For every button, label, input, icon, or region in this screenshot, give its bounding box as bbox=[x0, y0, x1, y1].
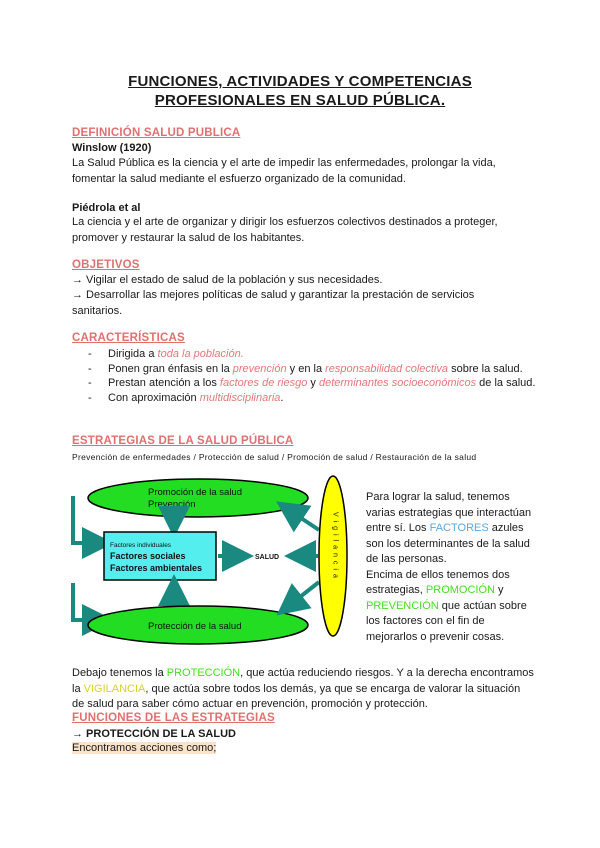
vigilancia-highlight: VIGILANCIA bbox=[83, 682, 146, 695]
estrategias-heading: ESTRATEGIAS DE LA SALUD PÚBLICA bbox=[72, 435, 294, 447]
objetivo-1: → Vigilar el estado de salud de la población y sus necesidades. bbox=[72, 274, 383, 286]
objetivos-heading: OBJETIVOS bbox=[72, 259, 140, 271]
list-item: - Ponen gran énfasis en la prevención y en la responsabilidad colectiva sobre la salud. bbox=[88, 362, 523, 375]
debajo-paragraph: Debajo tenemos la PROTECCIÓN, que actúa reduciendo riesgos. Y a la derecha encontramos la VIGILANCIA, que actúa sobre todos los demás, ya que se encarga de valorar la situación de salud para saber cómo actuar en prevención, promoción y protección. bbox=[72, 667, 534, 710]
caracteristicas-heading: CARACTERÍSTICAS bbox=[72, 332, 185, 344]
definition-winslow: La Salud Pública es la ciencia y el arte de impedir las enfermedades, prolongar la vida, fomentar la salud mediante el esfuerzo organizado de la comunidad. bbox=[72, 157, 496, 185]
title-line-2: PROFESIONALES EN SALUD PÚBLICA. bbox=[154, 92, 446, 109]
salud-label: SALUD bbox=[255, 554, 280, 561]
factores-sociales-label: Factores sociales bbox=[110, 551, 186, 561]
factores-highlight: FACTORES bbox=[429, 522, 489, 534]
connector-bottom-left bbox=[73, 583, 102, 620]
definicion-heading: DEFINICIÓN SALUD PUBLICA bbox=[72, 127, 241, 139]
funciones-heading: FUNCIONES DE LAS ESTRATEGIAS bbox=[72, 712, 275, 724]
proteccion-label: Protección de la salud bbox=[148, 621, 242, 632]
arrow-vigilancia-promocion bbox=[286, 508, 319, 530]
title-line-1: FUNCIONES, ACTIVIDADES Y COMPETENCIAS bbox=[128, 73, 472, 90]
author-winslow: Winslow (1920) bbox=[72, 142, 152, 154]
list-item: - Dirigida a toda la población. bbox=[88, 348, 244, 360]
prevencion-label: Prevención bbox=[148, 499, 196, 510]
promocion-highlight: PROMOCIÓN bbox=[425, 584, 495, 596]
proteccion-highlight: PROTECCIÓN bbox=[166, 667, 241, 679]
factores-individuales-label: Factores individuales bbox=[110, 542, 172, 549]
list-item: - Prestan atención a los factores de riesgo y determinantes socioeconómicos de la salud. bbox=[88, 377, 536, 389]
caracteristicas-list bbox=[88, 347, 538, 405]
proteccion-subheading: → PROTECCIÓN DE LA SALUD bbox=[72, 728, 236, 740]
estrategias-subtitle: Prevención de enfermedades / Protección de salud / Promoción de salud / Restauración de la salud bbox=[72, 452, 477, 462]
factores-ambientales-label: Factores ambientales bbox=[110, 563, 203, 573]
promocion-label: Promoción de la salud bbox=[148, 487, 242, 498]
page-title bbox=[60, 72, 540, 110]
arrow-vigilancia-proteccion bbox=[286, 582, 319, 608]
promocion-ellipse bbox=[88, 479, 308, 517]
diagram-explanation: Para lograr la salud, tenemos varias estrategias que interactúan entre sí. Los FACTORES azules son los determinantes de la salud de las personas. Encima de ellos tenemos dos estrategias, PROMOCIÓN y PREVENCIÓN que actúan sobre los factores con el fin de mejorarlos o prevenir cosas. bbox=[366, 491, 532, 643]
vigilancia-label: Vigilancia bbox=[331, 512, 339, 582]
salud-strategies-diagram bbox=[64, 470, 364, 655]
funciones-text: Encontramos acciones como; bbox=[72, 742, 217, 754]
list-item: - Con aproximación multidisciplinaria. bbox=[88, 391, 284, 404]
author-piedrola: Piédrola et al bbox=[72, 202, 141, 214]
definition-piedrola: La ciencia y el arte de organizar y dirigir los esfuerzos colectivos destinados a proteger, promover y restaurar la salud de los habitantes. bbox=[72, 216, 498, 244]
objetivo-2: → Desarrollar las mejores políticas de salud y garantizar la prestación de servicios sanitarios. bbox=[72, 289, 475, 317]
prevencion-highlight: PREVENCIÓN bbox=[366, 599, 439, 612]
